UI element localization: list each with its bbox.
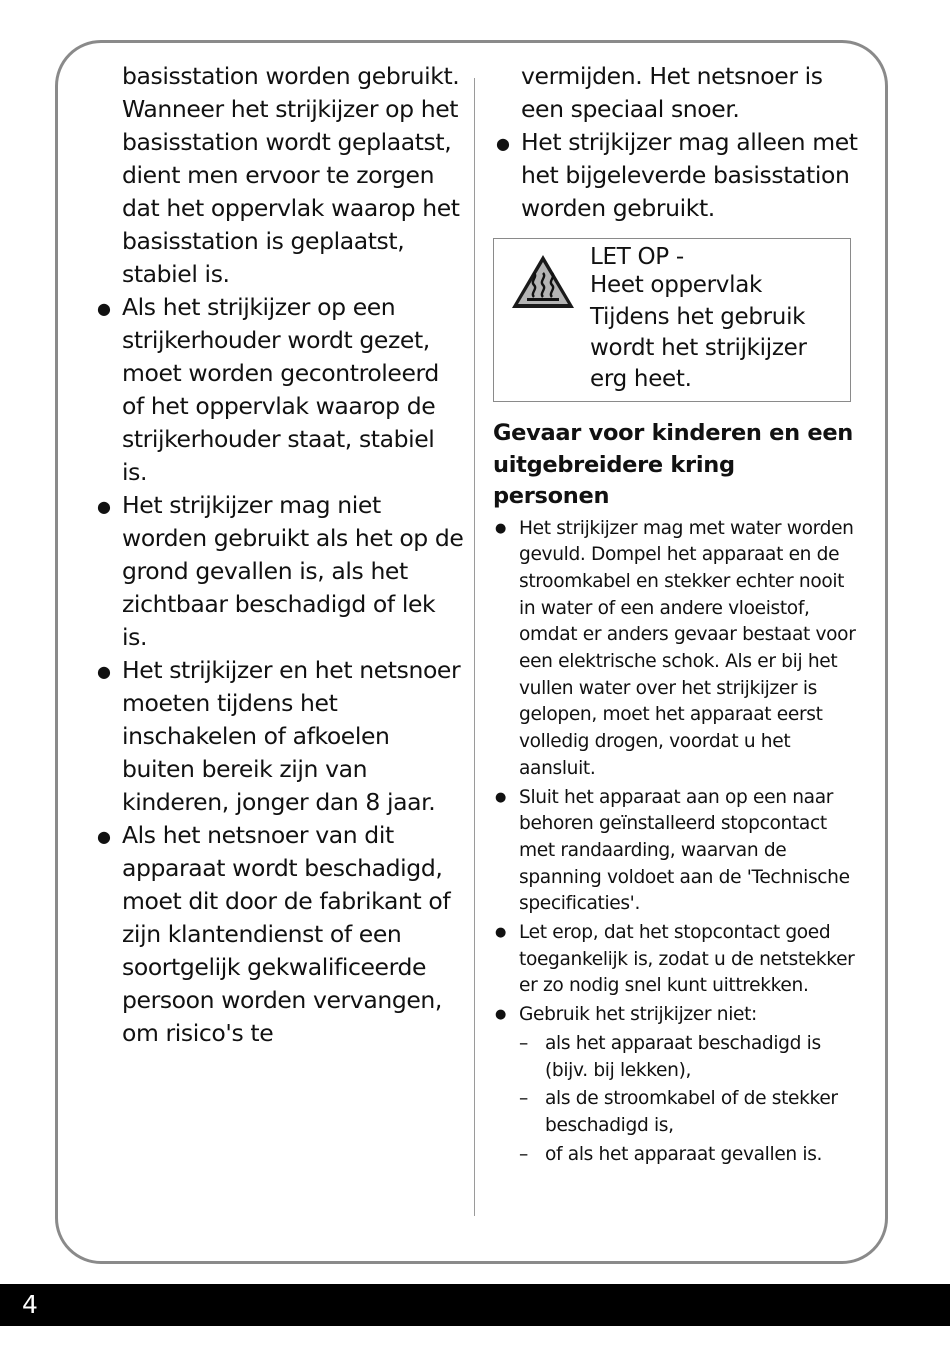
- list-item-text: Let erop, dat het stopcontact goed toegankelijk is, zodat u de netstekker er zo nodig snel kunt uittrekken.: [519, 922, 855, 997]
- list-item: [94, 291, 466, 489]
- list-item-text: Het strijkijzer mag alleen met het bijgeleverde basisstation worden gebruikt.: [521, 128, 858, 222]
- list-item-text: Het strijkijzer en het netsnoer moeten tijdens het inschakelen of afkoelen buiten bereik zijn van kinderen, jonger dan 8 jaar.: [122, 656, 461, 816]
- column-divider: [474, 78, 475, 1216]
- bullet-icon: ●: [495, 1007, 506, 1023]
- list-item: [94, 819, 466, 1050]
- page-footer: [0, 1284, 950, 1326]
- page-number: 4: [22, 1290, 38, 1319]
- continuation-paragraph: basisstation worden gebruikt. Wanneer het strijkijzer op het basisstation wordt geplaatst, dient men ervoor te zorgen dat het oppervlak waarop het basisstation is geplaatst, stabiel is.: [122, 62, 460, 288]
- warning-box: [493, 238, 851, 402]
- list-item: [493, 126, 858, 225]
- list-item-text: Het strijkijzer mag niet worden gebruikt als het op de grond gevallen is, als het zichtbaar beschadigd of lek is.: [122, 491, 464, 651]
- list-item-text: Gebruik het strijkijzer niet:: [519, 1004, 757, 1026]
- list-item-text: Het strijkijzer mag met water worden gevuld. Dompel het apparaat en de stroomkabel en stekker echter nooit in water of een andere vloeistof, omdat er anders gevaar bestaat voor een elektrische schok. Als er bij het vullen water over het strijkijzer is gelopen, moet het apparaat eerst volledig drogen, voordat u het aansluit.: [519, 517, 856, 779]
- sub-list-item-text: als het apparaat beschadigd is (bijv. bij lekken),: [545, 1032, 821, 1081]
- hot-surface-warning-icon: [510, 253, 576, 311]
- continuation-paragraph: vermijden. Het netsnoer is een speciaal snoer.: [521, 62, 823, 123]
- list-item-text: Als het strijkijzer op een strijkerhouder wordt gezet, moet worden gecontroleerd of het oppervlak waarop de strijkerhouder staat, stabiel is.: [122, 293, 439, 486]
- list-item-text: Als het netsnoer van dit apparaat wordt beschadigd, moet dit door de fabrikant of zijn klantendienst of een soortgelijk gekwalificeerde persoon worden vervangen, om risico's te: [122, 821, 451, 1047]
- warning-title: LET OP -: [590, 244, 684, 270]
- list-item: [493, 785, 858, 919]
- bullet-icon: ●: [97, 299, 111, 318]
- bullet-icon: ●: [495, 925, 506, 941]
- warning-body: Tijdens het gebruik wordt het strijkijzer erg heet.: [590, 304, 807, 392]
- bullet-icon: ●: [495, 789, 506, 805]
- section-heading: Gevaar voor kinderen en een uitgebreidere kring personen: [493, 420, 854, 509]
- dash-icon: –: [519, 1088, 528, 1110]
- list-item-text: Sluit het apparaat aan op een naar behoren geïnstalleerd stopcontact met randaarding, waarvan de spanning voldoet aan de 'Technische specificaties'.: [519, 786, 850, 915]
- sub-list-item: [493, 1086, 858, 1139]
- sub-list-item: [493, 1031, 858, 1084]
- bullet-icon: ●: [97, 662, 111, 681]
- warning-text: [590, 243, 850, 395]
- safety-list: [493, 516, 858, 1169]
- list-item: [493, 516, 858, 783]
- list-item: [94, 654, 466, 819]
- list-item: [493, 1002, 858, 1029]
- dash-icon: –: [519, 1143, 528, 1165]
- list-item: [493, 920, 858, 1000]
- sub-list-item-text: als de stroomkabel of de stekker beschadigd is,: [545, 1088, 838, 1136]
- bullet-icon: ●: [97, 827, 111, 846]
- list-item: [94, 489, 466, 654]
- right-column: [493, 60, 858, 1170]
- bullet-icon: ●: [495, 520, 506, 536]
- bullet-icon: ●: [496, 134, 510, 153]
- bullet-icon: ●: [97, 497, 111, 516]
- sub-list-item-text: of als het apparaat gevallen is.: [545, 1143, 823, 1165]
- left-column: [94, 60, 466, 1050]
- sub-list-item: [493, 1142, 858, 1169]
- warning-subtitle: Heet oppervlak: [590, 272, 763, 298]
- dash-icon: –: [519, 1032, 528, 1054]
